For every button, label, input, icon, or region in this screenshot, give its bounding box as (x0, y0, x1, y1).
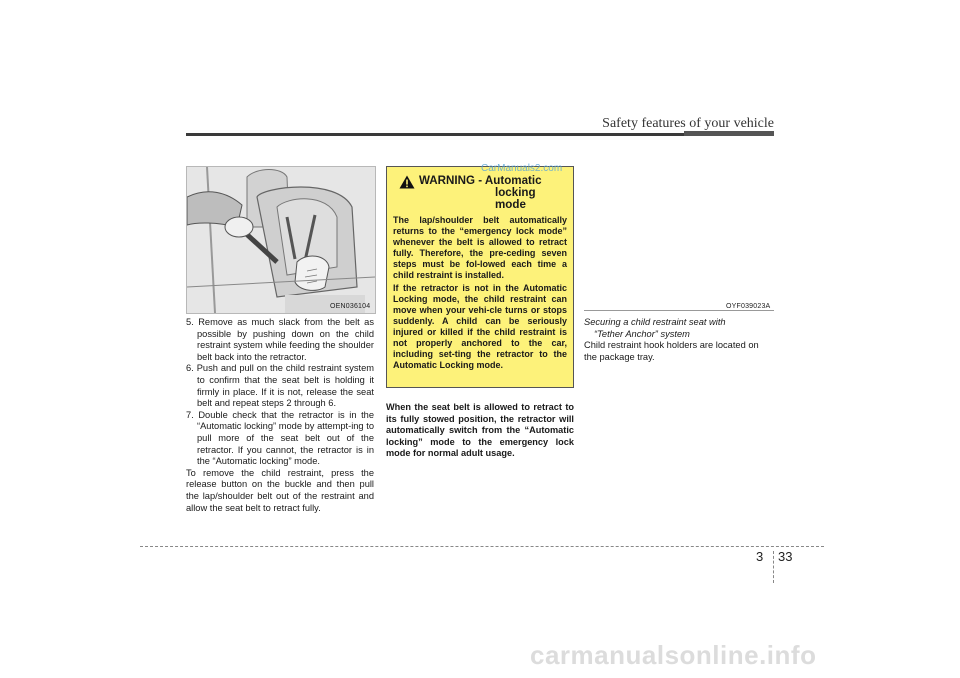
removal-paragraph: To remove the child restraint, press the release button on the buckle and then pull the lap/shoulder belt out of the restraint and allow the seat belt to retract fully. (186, 467, 374, 513)
subheading-line1: Securing a child restraint seat with (584, 317, 726, 327)
figure-code-left: OEN036104 (330, 303, 371, 310)
warning-box (386, 166, 574, 388)
footer-dashed-rule (140, 546, 824, 547)
chapter-number: 3 (756, 549, 764, 564)
tether-anchor-body: Child restraint hook holders are located on the package tray. (584, 340, 759, 362)
left-column (186, 317, 374, 514)
step-6: 6. Push and pull on the child restraint system to confirm that the seat belt is holding it firmly in place. If it is not, release the seat belt and repeat steps 2 through 6. (186, 363, 374, 409)
subheading-line2: “Tether Anchor” system (594, 328, 690, 339)
warning-title-line2: locking mode (495, 186, 536, 211)
figure-right-bottom-rule (584, 310, 774, 311)
auto-lock-switch-paragraph: When the seat belt is allowed to retract to its fully stowed position, the retractor will automatically switch from the “Automatic locking” mode to the emergency lock mode for normal adult usage. (386, 402, 574, 458)
warning-body (393, 215, 567, 371)
warning-paragraph-2: If the retractor is not in the Automatic Locking mode, the child restraint can move when your vehi-cle turns or stops suddenly. A child can be seriously injured or killed if the child restraint is not properly anchored to the car, including set-ting the retractor to the Automatic Locking mode. (393, 283, 567, 370)
section-title: Safety features of your vehicle (602, 116, 774, 131)
footer-divider (773, 551, 774, 583)
warning-paragraph-1: The lap/shoulder belt automatically returns to the “emergency lock mode” whenever the belt is allowed to retract fully. Therefore, the pre-ceding seven steps must be fol-lowed each time a child restraint is installed. (393, 215, 567, 280)
step-5: 5. Remove as much slack from the belt as possible by pushing down on the child restraint system while feeding the shoulder belt back into the retractor. (186, 317, 374, 362)
steps-list (186, 317, 374, 468)
warning-title-line1: WARNING - Automatic (419, 174, 542, 187)
warning-title (419, 175, 567, 211)
warning-triangle-icon (399, 175, 415, 189)
header-rule-accent (684, 131, 774, 136)
step-7: 7. Double check that the retractor is in the “Automatic locking” mode by attempt-ing to pull more of the seat belt out of the retractor. If you cannot, the retractor is in the “Automatic locking” mode. (186, 409, 374, 467)
right-column (584, 317, 774, 363)
figure-code-right: OYF039023A (726, 303, 771, 310)
page-number: 33 (778, 549, 793, 564)
warning-header (393, 175, 567, 211)
tether-anchor-figure (584, 166, 774, 312)
tether-anchor-subheading (584, 317, 774, 340)
child-seat-illustration (186, 166, 376, 314)
child-seat-drawing (187, 167, 375, 313)
watermark-top: CarManuals2.com (481, 163, 563, 174)
watermark-bottom: carmanualsonline.info (530, 640, 817, 670)
